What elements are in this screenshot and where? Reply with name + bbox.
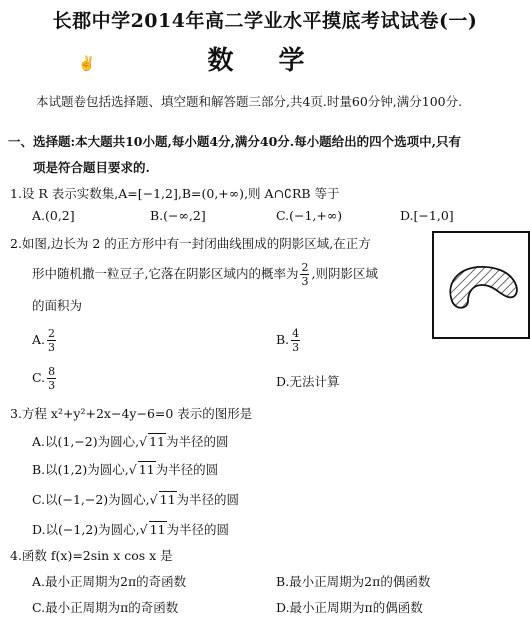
q2-a-den: 3 <box>48 341 56 354</box>
shaded-region-figure <box>434 233 528 337</box>
q2-option-b-fraction <box>291 328 300 353</box>
q1-option-a: A.(0,2] <box>32 208 75 223</box>
question-2-line2 <box>32 262 378 287</box>
q3-c-tail: 为半径的圆 <box>176 492 240 507</box>
q3-b-radicand: 11 <box>138 462 155 477</box>
q2-option-a <box>32 328 58 353</box>
q2-probability-fraction <box>300 262 309 287</box>
q1-option-c: C.(−1,+∞) <box>276 208 343 223</box>
q3-c-radicand: 11 <box>159 492 176 507</box>
q2-b-den: 3 <box>292 341 300 354</box>
exam-title: 长郡中学2014年高二学业水平摸底考试试卷(一) <box>52 10 478 32</box>
q4-option-d: D.最小正周期为π的偶函数 <box>276 600 423 615</box>
q2-line2-post: ,则阴影区域 <box>311 266 378 281</box>
hand-cursor-icon: ✌ <box>78 56 96 72</box>
q4-option-b: B.最小正周期为2π的偶函数 <box>276 574 431 589</box>
q3-a-tail: 为半径的圆 <box>165 434 229 449</box>
q1-option-d: D.[−1,0] <box>400 208 454 223</box>
q3-b-tail: 为半径的圆 <box>155 462 219 477</box>
shaded-region-icon <box>450 267 517 308</box>
q2-option-d: D.无法计算 <box>276 374 340 389</box>
q2-a-num: 2 <box>48 327 56 340</box>
q2-option-a-label: A. <box>32 332 46 347</box>
q3-option-c <box>32 490 239 508</box>
q4-option-c: C.最小正周期为π的奇函数 <box>32 600 179 615</box>
q2-option-b-label: B. <box>276 332 290 347</box>
q3-option-d <box>32 520 229 538</box>
q2-option-c-fraction <box>47 366 56 391</box>
q3-b-text: B.以(1,2)为圆心, <box>32 462 129 477</box>
q3-option-a <box>32 432 228 450</box>
q3-a-sqrt-icon: √ <box>139 434 148 449</box>
q2-c-den: 3 <box>48 379 56 392</box>
question-2-line1: 2.如图,边长为 2 的正方形中有一封闭曲线围成的阴影区域,在正方 <box>10 236 371 251</box>
q2-option-c-label: C. <box>32 370 46 385</box>
q2-c-num: 8 <box>48 365 56 378</box>
q1-option-b: B.(−∞,2] <box>150 208 206 223</box>
q2-frac-den: 3 <box>301 275 309 288</box>
question-1-stem: 1.设 R 表示实数集,A=[−1,2],B=(0,+∞),则 A∩∁RB 等于 <box>10 186 340 201</box>
q3-d-sqrt-icon: √ <box>139 522 148 537</box>
q2-frac-num: 2 <box>301 261 309 274</box>
subject-title: 数 学 <box>207 46 323 76</box>
q2-option-b <box>276 328 302 353</box>
section-heading-cont: 项是符合题目要求的. <box>33 160 150 175</box>
q3-b-sqrt-icon: √ <box>128 462 137 477</box>
q3-d-text: D.以(−1,2)为圆心, <box>32 522 140 537</box>
q4-option-a: A.最小正周期为2π的奇函数 <box>32 574 187 589</box>
q3-d-tail: 为半径的圆 <box>166 522 230 537</box>
question-2-line3: 的面积为 <box>32 298 83 313</box>
exam-intro: 本试题卷包括选择题、填空题和解答题三部分,共4页.时量60分钟,满分100分. <box>36 94 463 109</box>
q2-option-c <box>32 366 58 391</box>
q3-c-text: C.以(−1,−2)为圆心, <box>32 492 150 507</box>
q3-a-radicand: 11 <box>149 434 165 449</box>
question-3-stem: 3.方程 x²+y²+2x−4y−6=0 表示的图形是 <box>10 406 253 421</box>
q3-d-radicand: 11 <box>149 522 166 537</box>
q3-c-sqrt-icon: √ <box>149 492 158 507</box>
q3-a-text: A.以(1,−2)为圆心, <box>32 434 140 449</box>
section-heading: 一、选择题:本大题共10小题,每小题4分,满分40分.每小题给出的四个选项中,只有 <box>8 134 462 149</box>
question-4-stem: 4.函数 f(x)=2sin x cos x 是 <box>10 548 173 563</box>
q2-line2-pre: 形中随机撒一粒豆子,它落在阴影区域内的概率为 <box>32 266 299 281</box>
q2-figure-square <box>432 231 530 339</box>
q2-b-num: 4 <box>292 327 300 340</box>
q2-option-a-fraction <box>47 328 56 353</box>
q3-option-b <box>32 460 218 478</box>
